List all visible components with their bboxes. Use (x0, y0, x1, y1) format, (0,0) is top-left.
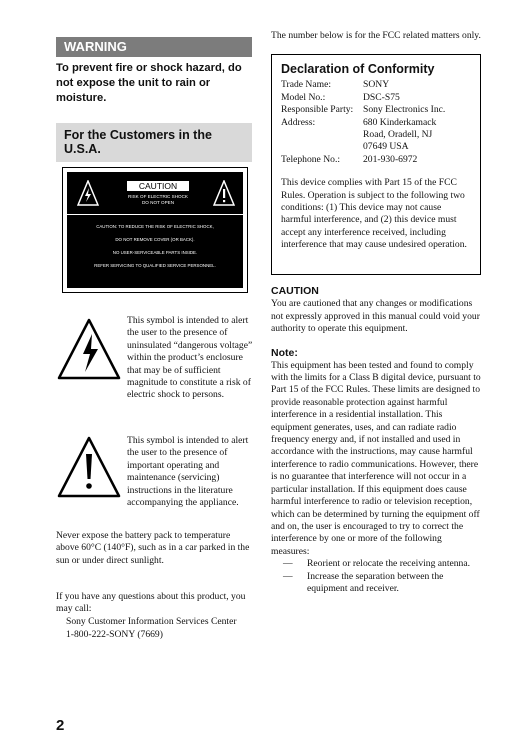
caution-label-lines (67, 220, 243, 272)
battery-warning-text: Never expose the battery pack to temperature above 60°C (140°F), such as in a car parked in the sun or under direct sunlight. (56, 530, 250, 566)
exclamation-warning-icon (213, 180, 235, 206)
caution-label-title: CAUTION (127, 181, 189, 191)
row-key: Responsible Party: (281, 104, 354, 116)
caution-line-4: REFER SERVICING TO QUALIFIED SERVICE PERSONNEL. (94, 263, 216, 268)
measure-text: Increase the separation between the equipment and receiver. (307, 570, 444, 594)
measure-item (271, 558, 481, 570)
caution-label-risk (117, 194, 199, 205)
measure-dash: — (283, 558, 293, 570)
right-column (271, 30, 481, 595)
left-column (56, 37, 252, 162)
warning-heading: WARNING (56, 37, 252, 57)
declaration-row (281, 92, 471, 104)
declaration-row (281, 117, 471, 129)
row-key (281, 141, 363, 153)
row-value: SONY (363, 79, 390, 91)
service-phone-text: 1-800-222-SONY (7669) (66, 629, 163, 640)
row-value: Road, Oradell, NJ (363, 129, 433, 141)
row-key: Trade Name: (281, 79, 332, 91)
fcc-intro-text: The number below is for the FCC related matters only. (271, 30, 481, 41)
declaration-row (281, 154, 471, 166)
symbol2-text: This symbol is intended to alert the user to the presence of important operating and maintenance (servicing) instructions in the literature accompanying the appliance. (127, 435, 249, 509)
caution-text: You are cautioned that any changes or modifications not expressly approved in this manual could void your authority to operate this equipment. (271, 298, 480, 335)
declaration-row (281, 129, 471, 141)
caution-label-top (67, 172, 243, 215)
measure-text: Reorient or relocate the receiving antenna. (307, 558, 471, 570)
note-heading: Note: (271, 346, 298, 359)
caution-line-2: DO NOT REMOVE COVER (OR BACK). (115, 237, 195, 242)
declaration-row (281, 104, 471, 116)
declaration-compliance-text: This device complies with Part 15 of the FCC Rules. Operation is subject to the following two conditions: (1) This device may not cause harmful interference, and (2) this device must accept any interference received, including interference that may cause undesired operation. (281, 177, 467, 251)
caution-heading: CAUTION (271, 285, 319, 298)
electric-shock-symbol-icon (57, 318, 121, 380)
row-key: Telephone No.: (281, 153, 341, 165)
questions-text: If you have any questions about this product, you may call: (56, 591, 246, 615)
caution-line-3: NO USER-SERVICEABLE PARTS INSIDE. (112, 250, 198, 255)
row-key (281, 129, 363, 141)
caution-line-1: CAUTION: TO REDUCE THE RISK OF ELECTRIC SHOCK, (96, 224, 214, 229)
declaration-title: Declaration of Conformity (281, 62, 435, 77)
row-value: 201-930-6972 (363, 153, 418, 165)
symbol1-text: This symbol is intended to alert the user to the presence of uninsulated “dangerous voltage” within the product’s enclosure that may be of sufficient magnitude to constitute a risk of electric shock to persons. (127, 315, 253, 401)
declaration-row (281, 141, 471, 153)
row-value: 680 Kinderkamack (363, 116, 437, 128)
caution-label-graphic (62, 167, 248, 293)
risk-line-1: RISK OF ELECTRIC SHOCK (128, 194, 188, 199)
note-text: This equipment has been tested and found to comply with the limits for a Class B digital device, pursuant to Part 15 of the FCC Rules. These limits are designed to provide reasonable protection against harmful interference in a residential installation. This equipment generates, uses, and can radiate radio frequency energy and, if not installed and used in accordance with the instructions, may cause harmful interference to radio communications. However, there is no guarantee that interference will not occur in a particular installation. If this equipment does cause harmful interference to radio or television reception, which can be determined by turning the equipment off and on, the user is encouraged to try to correct the interference by one or more of the following measures: (271, 359, 481, 557)
customers-heading: For the Customers in the U.S.A. (56, 123, 252, 162)
measure-item (271, 571, 481, 596)
measure-dash: — (283, 570, 293, 582)
page-number: 2 (56, 717, 65, 734)
row-value: Sony Electronics Inc. (363, 104, 446, 116)
warning-text: To prevent fire or shock hazard, do not expose the unit to rain or moisture. (56, 62, 242, 104)
row-value: DSC-S75 (363, 91, 400, 103)
declaration-row (281, 79, 471, 91)
caution-label-inner (67, 172, 243, 288)
row-value: 07649 USA (363, 141, 409, 153)
risk-line-2: DO NOT OPEN (141, 199, 175, 205)
exclamation-symbol-icon (57, 436, 121, 498)
row-key: Address: (281, 116, 316, 128)
service-center-text: Sony Customer Information Services Center (66, 616, 237, 627)
row-key: Model No.: (281, 91, 326, 103)
declaration-box (271, 54, 481, 275)
lightning-warning-icon (77, 180, 99, 206)
